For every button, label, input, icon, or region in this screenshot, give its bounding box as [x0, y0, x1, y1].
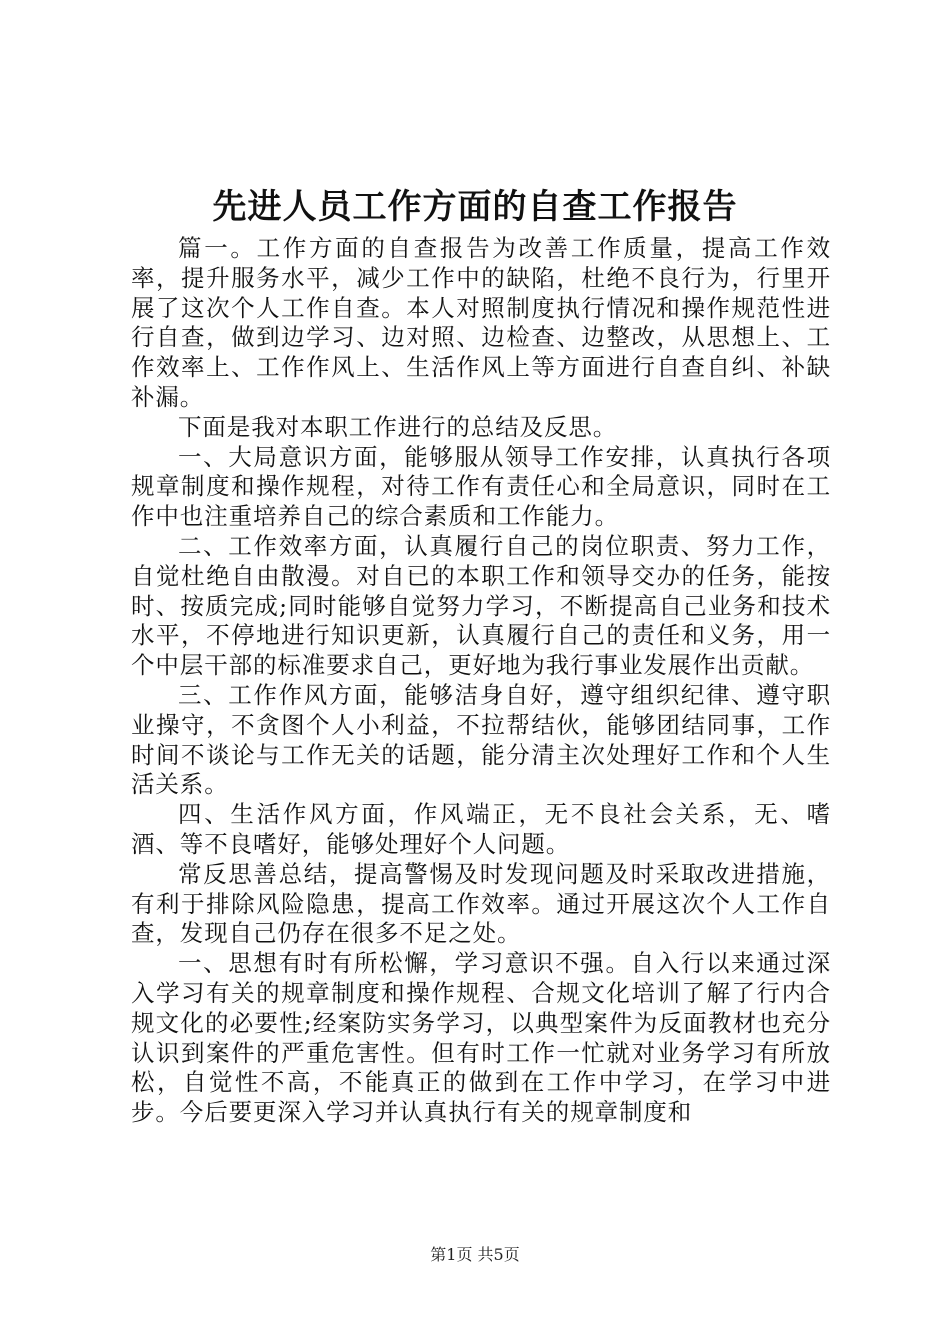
document-body [131, 234, 831, 1128]
paragraph: 三、工作作风方面，能够洁身自好，遵守组织纪律、遵守职业操守，不贪图个人小利益，不拉帮结伙，能够团结同事，工作时间不谈论与工作无关的话题，能分清主次处理好工作和个人生活关系。 [131, 680, 831, 799]
page-indicator: 第1页 共5页 [430, 1245, 520, 1264]
page-footer [0, 1244, 950, 1266]
document-title: 先进人员工作方面的自查工作报告 [212, 187, 738, 227]
paragraph: 下面是我对本职工作进行的总结及反思。 [178, 412, 618, 441]
paragraph: 二、工作效率方面，认真履行自己的岗位职责、努力工作，自觉杜绝自由散漫。对自已的本职工作和领导交办的任务，能按时、按质完成;同时能够自觉努力学习，不断提高自己业务和技术水平，不停地进行知识更新，认真履行自己的责任和义务，用一个中层干部的标准要求自己，更好地为我行事业发展作出贡献。 [131, 531, 831, 680]
paragraph: 篇一。工作方面的自查报告为改善工作质量，提高工作效率，提升服务水平，减少工作中的缺陷，杜绝不良行为，行里开展了这次个人工作自查。本人对照制度执行情况和操作规范性进行自查，做到边学习、边对照、边检查、边整改，从思想上、工作效率上、工作作风上、生活作风上等方面进行自查自纠、补缺补漏。 [131, 234, 831, 411]
paragraph: 一、大局意识方面，能够服从领导工作安排，认真执行各项规章制度和操作规程，对待工作有责任心和全局意识，同时在工作中也注重培养自己的综合素质和工作能力。 [131, 442, 831, 531]
paragraph: 四、生活作风方面，作风端正，无不良社会关系，无、嗜酒、等不良嗜好，能够处理好个人问题。 [131, 800, 831, 858]
paragraph: 常反思善总结，提高警惕及时发现问题及时采取改进措施，有利于排除风险隐患，提高工作效率。通过开展这次个人工作自查，发现自己仍存在很多不足之处。 [131, 859, 831, 948]
paragraph: 一、思想有时有所松懈，学习意识不强。自入行以来通过深入学习有关的规章制度和操作规程、合规文化培训了解了行内合规文化的必要性;经案防实务学习，以典型案件为反面教材也充分认识到案件的严重危害性。但有时工作一忙就对业务学习有所放松，自觉性不高，不能真正的做到在工作中学习，在学习中进步。今后要更深入学习并认真执行有关的规章制度和 [131, 949, 831, 1127]
